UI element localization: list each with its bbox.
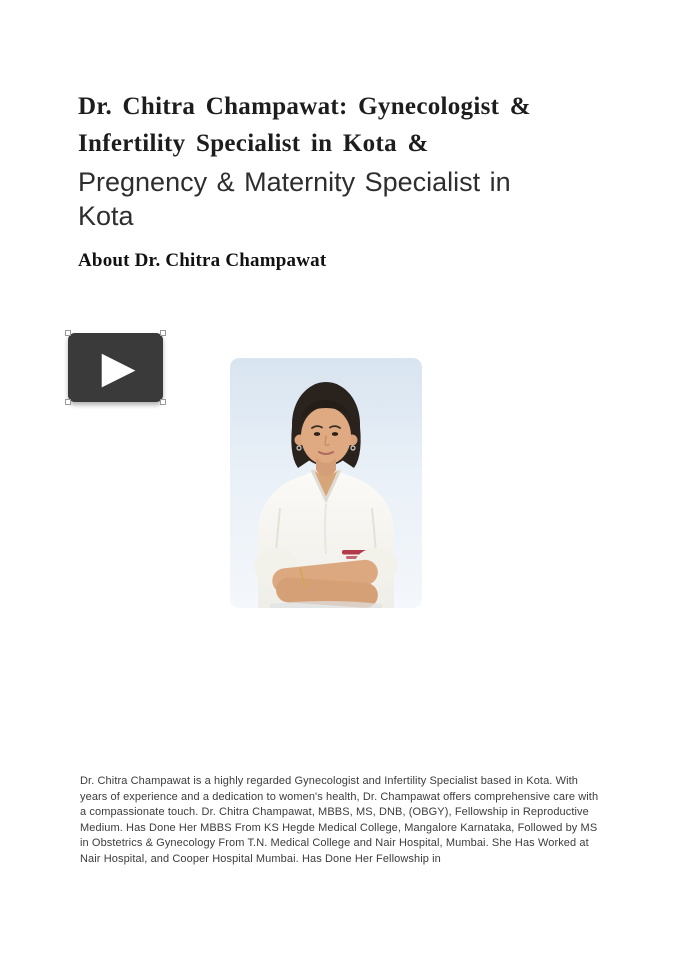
selection-handle-bottom-right[interactable] <box>160 399 166 405</box>
video-play-button[interactable] <box>68 333 163 402</box>
portrait-illustration <box>230 358 422 608</box>
about-paragraph: Dr. Chitra Champawat is a highly regarded Gynecologist and Infertility Specialist based in Kota. With years of experience and a dedication to women's health, Dr. Champawat offers comprehensive care with a compassionate touch. Dr. Chitra Champawat, MBBS, MS, DNB, (OBGY), Fellowship in Reproductive Medium. Has Done Her MBBS From KS Hegde Medical College, Mangalore Karnataka, Followed by MS in Obstetrics & Gynecology From T.N. Medical College and Nair Hospital, Mumbai. She Has Worked at Nair Hospital, and Cooper Hospital Mumbai. Has Done Her Fellowship in <box>80 775 599 865</box>
title-line-serif-1: Dr. Chitra Champawat: Gynecologist & <box>78 93 531 120</box>
page-title <box>78 88 598 233</box>
title-line-serif-2: Infertility Specialist in Kota & <box>78 130 429 157</box>
selection-handle-top-right[interactable] <box>160 330 166 336</box>
doctor-portrait-photo <box>230 358 422 608</box>
title-line-sans-2: Kota <box>78 201 134 231</box>
section-heading-about: About Dr. Chitra Champawat <box>78 250 327 271</box>
title-line-sans-1: Pregnency & Maternity Specialist in <box>78 167 511 197</box>
selection-handle-top-left[interactable] <box>65 330 71 336</box>
play-icon: ▶ <box>101 341 136 393</box>
selection-handle-bottom-left[interactable] <box>65 399 71 405</box>
